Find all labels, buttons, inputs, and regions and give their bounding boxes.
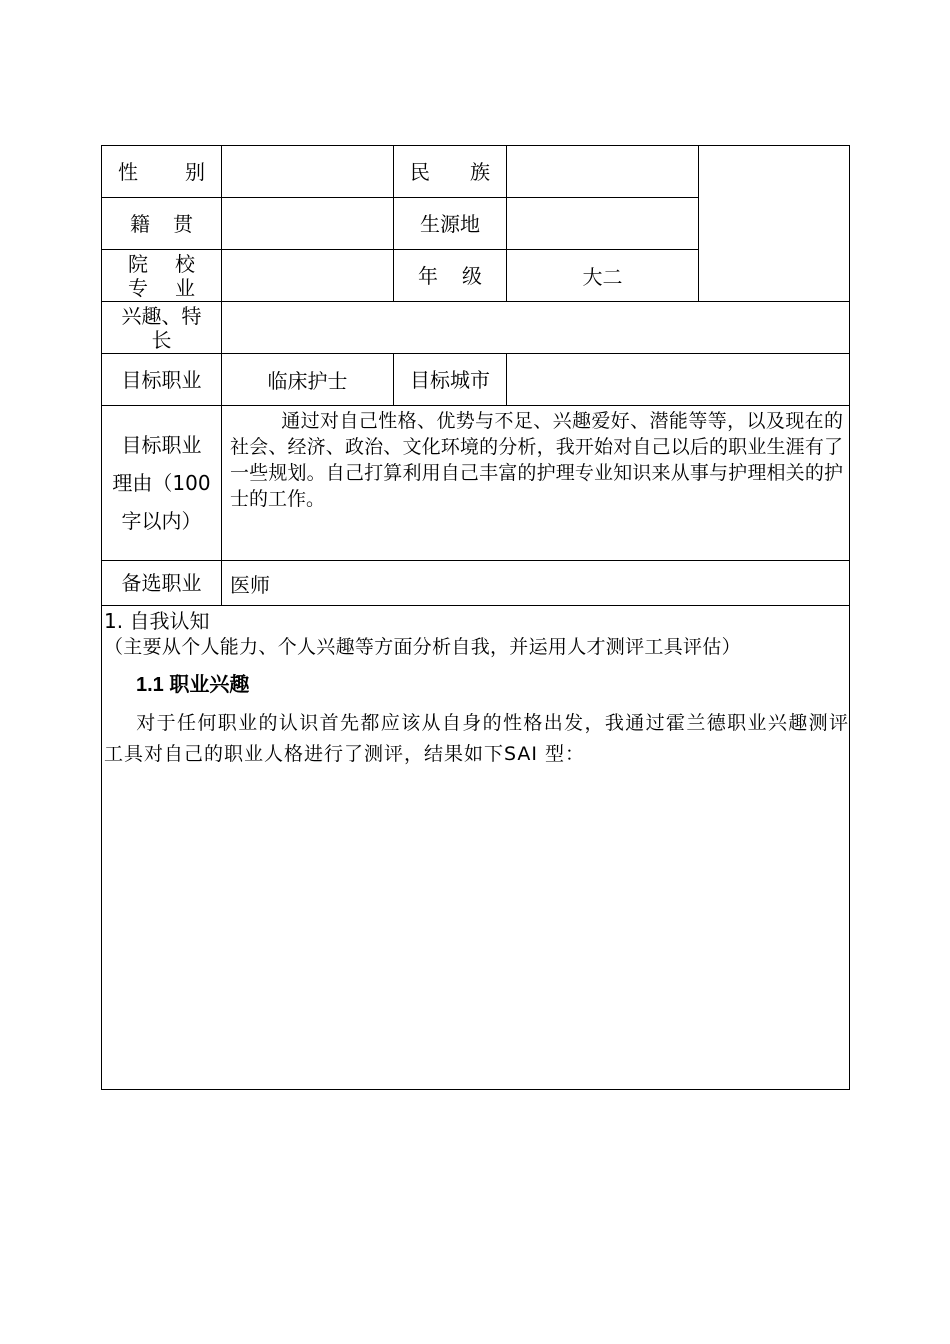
major-label-b: 业: [175, 275, 195, 300]
reason-value[interactable]: 通过对自己性格、优势与不足、兴趣爱好、潜能等等，以及现在的社会、经济、政治、文化环境的分析，我开始对自己以后的职业生涯有了一些规划。自己打算利用自己丰富的护理专业知识来从事与护理相关的护士的工作。: [222, 406, 850, 561]
reason-label-line3: 字以内）: [121, 509, 202, 533]
native-place-value[interactable]: [222, 198, 394, 250]
self-cognition-section: [102, 606, 850, 1090]
career-plan-form: [101, 145, 850, 1090]
section-subtitle: （主要从个人能力、个人兴趣等方面分析自我，并运用人才测评工具评估）: [104, 636, 741, 658]
native-place-label-a: 籍: [130, 211, 150, 236]
row-alt-job: [102, 561, 850, 606]
target-city-label: 目标城市: [394, 354, 507, 406]
ethnicity-label-b: 族: [470, 159, 490, 184]
gender-label-b: 别: [185, 159, 205, 184]
grade-label-cell: [394, 250, 507, 302]
reason-label-cell: [102, 406, 222, 561]
row-reason: [102, 406, 850, 561]
school-major-value[interactable]: [222, 250, 394, 302]
reason-label-line1: 目标职业: [121, 433, 202, 457]
grade-value[interactable]: 大二: [507, 250, 699, 302]
target-city-value[interactable]: [507, 354, 850, 406]
interests-label-line1: 兴趣、特: [121, 303, 202, 328]
section-title: 1. 自我认知: [104, 609, 210, 633]
row-self-cognition: [102, 606, 850, 1090]
gender-label-cell: [102, 146, 222, 198]
major-label-a: 专: [128, 275, 148, 300]
ethnicity-label-a: 民: [410, 159, 430, 184]
ethnicity-label-cell: [394, 146, 507, 198]
gender-value[interactable]: [222, 146, 394, 198]
interests-label-cell: [102, 302, 222, 354]
row-target-job: [102, 354, 850, 406]
section-heading: 1.1 职业兴趣: [136, 674, 250, 696]
row-gender: [102, 146, 850, 198]
grade-label-a: 年: [418, 263, 438, 288]
interests-label-line2: 长: [151, 327, 172, 352]
school-label-a: 院: [128, 251, 148, 276]
alt-job-value[interactable]: 医师: [222, 561, 850, 606]
interests-value[interactable]: [222, 302, 850, 354]
native-place-label-b: 贯: [173, 211, 193, 236]
school-label-b: 校: [175, 251, 195, 276]
reason-label-line2: 理由（100: [112, 471, 211, 495]
alt-job-label: 备选职业: [102, 561, 222, 606]
target-job-value[interactable]: 临床护士: [222, 354, 394, 406]
grade-label-b: 级: [462, 263, 482, 288]
gender-label-a: 性: [118, 159, 138, 184]
section-paragraph: 对于任何职业的认识首先都应该从自身的性格出发，我通过霍兰德职业兴趣测评工具对自己的职业人格进行了测评，结果如下SAI 型：: [104, 712, 849, 765]
native-place-label-cell: [102, 198, 222, 250]
row-interests: [102, 302, 850, 354]
target-job-label: 目标职业: [102, 354, 222, 406]
origin-value[interactable]: [507, 198, 699, 250]
origin-label: 生源地: [394, 198, 507, 250]
photo-cell: [699, 146, 850, 302]
school-major-label-cell: [102, 250, 222, 302]
ethnicity-value[interactable]: [507, 146, 699, 198]
